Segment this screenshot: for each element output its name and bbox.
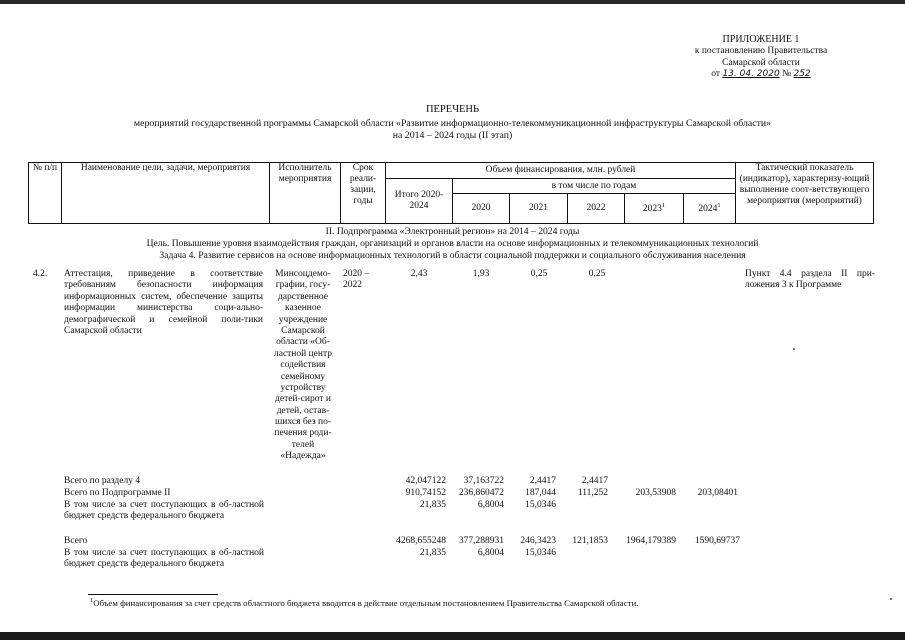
total-federal1-2021: 15,0346 (525, 500, 556, 510)
document-subtitle-period: на 2014 – 2024 годы (II этап) (392, 130, 513, 141)
number-value: 252 (793, 69, 811, 80)
col-header-by-years: в том числе по годам (453, 179, 736, 194)
scan-bottom-edge (0, 632, 905, 640)
total-label-section4: Всего по разделу 4 (64, 476, 141, 486)
scan-speck (793, 348, 795, 350)
row-2020: 1,93 (472, 269, 490, 279)
scan-top-edge (0, 0, 905, 4)
footnote-ref: 1 (661, 201, 666, 209)
row-term (343, 269, 385, 292)
appendix-line2: Самарской области (722, 57, 800, 68)
total-label-subprogram: Всего по Подпрограмме II (64, 488, 171, 498)
total-label-federal-subprogram: В том числе за счет поступающих в об-ластной бюджет средств федерального бюджета (64, 500, 264, 522)
col-header-2020: 2020 (453, 194, 510, 224)
term-dash: – (364, 269, 370, 279)
total-section4-total: 42,047122 (405, 476, 446, 486)
row-name: Аттестация, приведение в соответствие требованиям безопасности информация информационных систем, обеспечение защиты информации министерства соци-ально-демографической и семейной поли-тики Самарской области (64, 269, 263, 336)
footnote (90, 597, 638, 609)
total-federal2-total: 21,835 (419, 548, 446, 558)
row-2021: 0,25 (530, 269, 548, 279)
row-total: 2,43 (410, 269, 428, 279)
total-subprogram-2022: 111,252 (577, 488, 608, 498)
appendix-title: ПРИЛОЖЕНИЕ 1 (722, 34, 800, 45)
footnote-mark: 1 (90, 597, 94, 604)
header-table (28, 162, 874, 224)
col-header-term: Срок реали-зации, годы (341, 163, 386, 224)
date-prefix: от (711, 69, 721, 80)
total-label-grand: Всего (64, 536, 88, 546)
total-grand-2021: 246,3423 (520, 536, 556, 546)
appendix-line1: к постановлению Правительства (694, 46, 828, 57)
col-header-2021: 2021 (510, 194, 568, 224)
total-grand-2023: 1964,179389 (626, 536, 676, 546)
col-header-2022: 2022 (568, 194, 625, 224)
col-header-num: № п/п (29, 163, 62, 224)
scan-speck (890, 598, 892, 600)
subprogram-heading: II. Подпрограмма «Электронный регион» на 2014 – 2024 годы (325, 226, 580, 237)
task-heading: Задача 4. Развитие сервисов на основе информационных технологий в области социальной поддержки и социального обслуживания населения (159, 250, 746, 261)
total-subprogram-2020: 236,860472 (458, 488, 504, 498)
row-number: 4.2. (33, 269, 48, 279)
total-grand-2022: 121,1853 (572, 536, 608, 546)
col-header-2024: 2024$^1$ (684, 194, 736, 224)
term-to: 2022 (343, 280, 362, 291)
footnote-text: Объем финансирования за счет средств областного бюджета вводится в действие отдельным постановлением Правительства Самарской области. (93, 597, 639, 608)
goal-heading: Цель. Повышение уровня взаимодействия граждан, организаций и органов власти на основе информационных и телекоммуникационных технологий (146, 238, 759, 249)
total-subprogram-2024: 203,08401 (697, 488, 738, 498)
document-subtitle: мероприятий государственной программы Самарской области «Развитие информационно-телекоммуникационной инфраструктуры Самарской области» (133, 118, 772, 129)
col-header-executor: Исполнитель мероприятия (270, 163, 341, 224)
row-indicator: Пункт 4.4 раздела II при-ложения 3 к Программе (745, 269, 875, 291)
total-section4-2022: 2,4417 (581, 476, 608, 486)
col-header-total: Итого 2020-2024 (386, 179, 453, 224)
total-federal2-2021: 15,0346 (525, 548, 556, 558)
total-subprogram-total: 910,74152 (405, 488, 446, 498)
footnote-ref: 1 (717, 201, 721, 209)
total-federal2-2020: 6,8004 (477, 548, 504, 558)
total-grand-2020: 377,288931 (458, 536, 504, 546)
row-2022: 0,25 (588, 269, 606, 279)
total-subprogram-2021: 187,044 (525, 488, 556, 498)
row-executor: Минсоцдемо-графии, госу-дарственное казенное учреждение Самарской области «Об-ластной центр содействия семейному устройству детей-сирот и детей, остав-шихся без по-печения роди-телей «Надежда» (273, 269, 333, 462)
total-grand-2024: 1590,69737 (694, 536, 740, 546)
number-prefix: № (782, 69, 792, 80)
total-section4-2020: 37,163722 (463, 476, 504, 486)
total-section4-2021: 2,4417 (529, 476, 556, 486)
total-grand-total: 4268,655248 (396, 536, 446, 546)
col-header-funding: Объем финансирования, млн. рублей (386, 163, 736, 179)
total-label-federal-grand: В том числе за счет поступающих в об-ластной бюджет средств федерального бюджета (64, 548, 264, 570)
appendix-date-line (661, 69, 861, 81)
col-header-indicator: Тактический показатель (индикатор), характеризу-ющий выполнение соот-ветствующего мероприятия (мероприятий) (736, 163, 874, 224)
document-title: ПЕРЕЧЕНЬ (425, 104, 480, 115)
term-from: 2020 (343, 269, 362, 279)
date-value: 13. 04. 2020 (722, 69, 780, 80)
total-subprogram-2023: 203,53908 (635, 488, 676, 498)
total-federal1-2020: 6,8004 (477, 500, 504, 510)
footnote-separator (88, 594, 218, 595)
appendix-block (661, 34, 861, 81)
col-header-name: Наименование цели, задачи, мероприятия (62, 163, 270, 224)
total-federal1-total: 21,835 (419, 500, 446, 510)
col-header-2023: 2023$^1$ (625, 194, 684, 224)
